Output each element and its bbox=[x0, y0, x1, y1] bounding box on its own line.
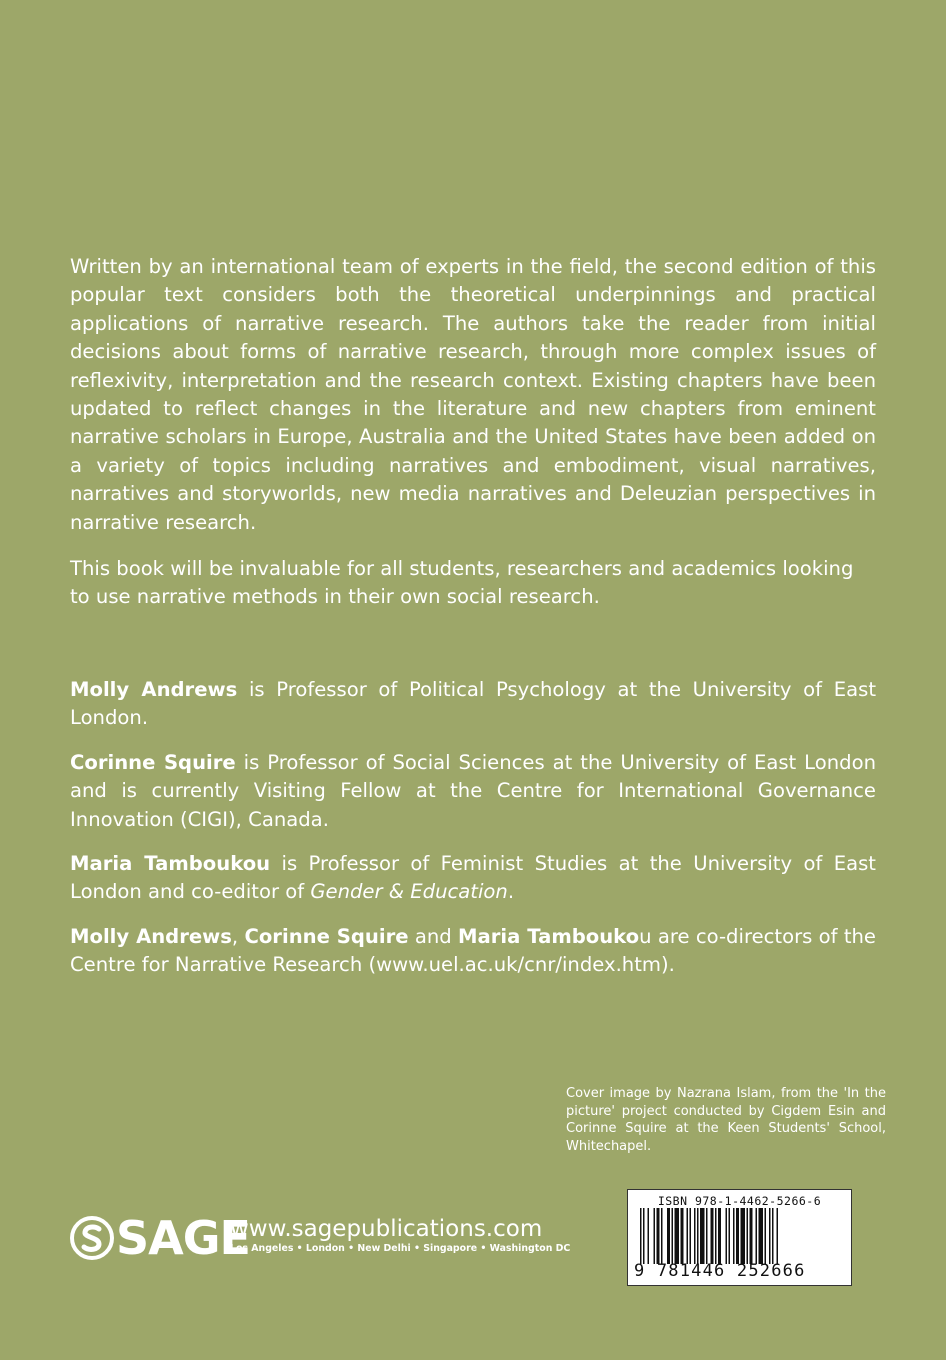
barcode-bar bbox=[661, 1208, 663, 1264]
barcode-bar bbox=[711, 1208, 714, 1264]
barcode-bar bbox=[657, 1208, 660, 1264]
barcode-bar bbox=[726, 1208, 728, 1264]
barcode-bar bbox=[756, 1208, 758, 1264]
isbn-label: ISBN 978-1-4462-5266-6 bbox=[657, 1194, 822, 1208]
barcode-bar bbox=[747, 1208, 749, 1264]
barcode-bar bbox=[672, 1208, 674, 1264]
author-bios bbox=[70, 676, 876, 996]
barcode-bars bbox=[640, 1208, 840, 1264]
bio-joint-directors bbox=[70, 923, 876, 980]
bio-text-end: . bbox=[507, 880, 515, 904]
sage-wordmark: SAGE bbox=[116, 1211, 250, 1265]
bio-text: u are co-directors of the Centre for Narrative Research (www.uel.ac.uk/cnr/index.htm). bbox=[70, 924, 876, 977]
isbn-barcode bbox=[627, 1189, 852, 1286]
barcode-bar bbox=[741, 1208, 746, 1264]
barcode-bar bbox=[681, 1208, 684, 1264]
author-name: Corinne Squire bbox=[244, 924, 409, 948]
barcode-bar bbox=[736, 1208, 739, 1264]
barcode-bar bbox=[706, 1208, 708, 1264]
bio-maria-tamboukou bbox=[70, 850, 876, 907]
barcode-bar bbox=[654, 1208, 656, 1264]
barcode-bar bbox=[643, 1208, 645, 1264]
author-name: Corinne Squire bbox=[70, 750, 236, 774]
barcode-bar bbox=[777, 1208, 779, 1264]
author-name: Molly Andrews bbox=[70, 678, 238, 701]
bio-text: is Professor of Feminist Studies at the University of East London and co-editor of bbox=[70, 852, 876, 904]
separator: and bbox=[408, 924, 459, 948]
sage-s-icon bbox=[70, 1216, 114, 1260]
barcode-bar bbox=[700, 1208, 705, 1264]
cover-image-credit: Cover image by Nazrana Islam, from the 'In the picture' project conducted by Cigdem Esin and Corinne Squire at the Keen Students' School, Whitechapel. bbox=[566, 1086, 886, 1154]
barcode-bar bbox=[772, 1208, 774, 1264]
publisher-cities: Los Angeles • London • New Delhi • Singapore • Washington DC bbox=[230, 1243, 571, 1254]
publisher-logo-block bbox=[70, 1211, 571, 1265]
barcode-bar bbox=[750, 1208, 753, 1264]
blurb-paragraph-1: Written by an international team of experts in the field, the second edition of this popular text considers both the theoretical underpinnings and practical applications of narrative research. The authors take the reader from initial decisions about forms of narrative research, through more complex issues of reflexivity, interpretation and the research context. Existing chapters have been updated to reflect changes in the literature and new chapters from eminent narrative scholars in Europe, Australia and the United States have been added on a variety of topics including narratives and embodiment, visual narratives, narratives and storyworlds, new media narratives and Deleuzian perspectives in narrative research. bbox=[70, 255, 876, 534]
barcode-bar bbox=[733, 1208, 735, 1264]
barcode-bar bbox=[765, 1208, 767, 1264]
author-name: Maria Tamboukou bbox=[70, 852, 271, 876]
barcode-bar bbox=[769, 1208, 771, 1264]
barcode-bar bbox=[759, 1208, 764, 1264]
back-cover-blurb bbox=[70, 253, 876, 630]
journal-title: Gender & Education bbox=[310, 880, 508, 904]
publisher-url: www.sagepublications.com bbox=[230, 1216, 543, 1242]
barcode-digits: 9 781446 252666 bbox=[634, 1261, 806, 1281]
barcode-bar bbox=[667, 1208, 670, 1264]
barcode-bar bbox=[640, 1208, 642, 1264]
separator: , bbox=[231, 924, 245, 948]
barcode-bar bbox=[715, 1208, 717, 1264]
blurb-paragraph-2: This book will be invaluable for all students, researchers and academics looking to use narrative methods in their own social research. bbox=[70, 557, 854, 609]
barcode-bar bbox=[675, 1208, 680, 1264]
barcode-bar bbox=[697, 1208, 699, 1264]
bio-text: is Professor of Social Sciences at the University of East London and is currently Visiting Fellow at the Centre for International Governance Innovation (CIGI), Canada. bbox=[70, 750, 876, 831]
barcode-bar bbox=[718, 1208, 721, 1264]
author-name: Molly Andrews bbox=[70, 924, 232, 948]
barcode-bar bbox=[690, 1208, 692, 1264]
barcode-bar bbox=[729, 1208, 731, 1264]
bio-molly-andrews bbox=[70, 676, 876, 733]
bio-text: is Professor of Political Psychology at the University of East London. bbox=[70, 678, 876, 730]
barcode-bar bbox=[687, 1208, 689, 1264]
barcode-bar bbox=[648, 1208, 650, 1264]
bio-corinne-squire bbox=[70, 749, 876, 834]
barcode-bar bbox=[694, 1208, 696, 1264]
author-name: Maria Tambouko bbox=[458, 924, 640, 948]
